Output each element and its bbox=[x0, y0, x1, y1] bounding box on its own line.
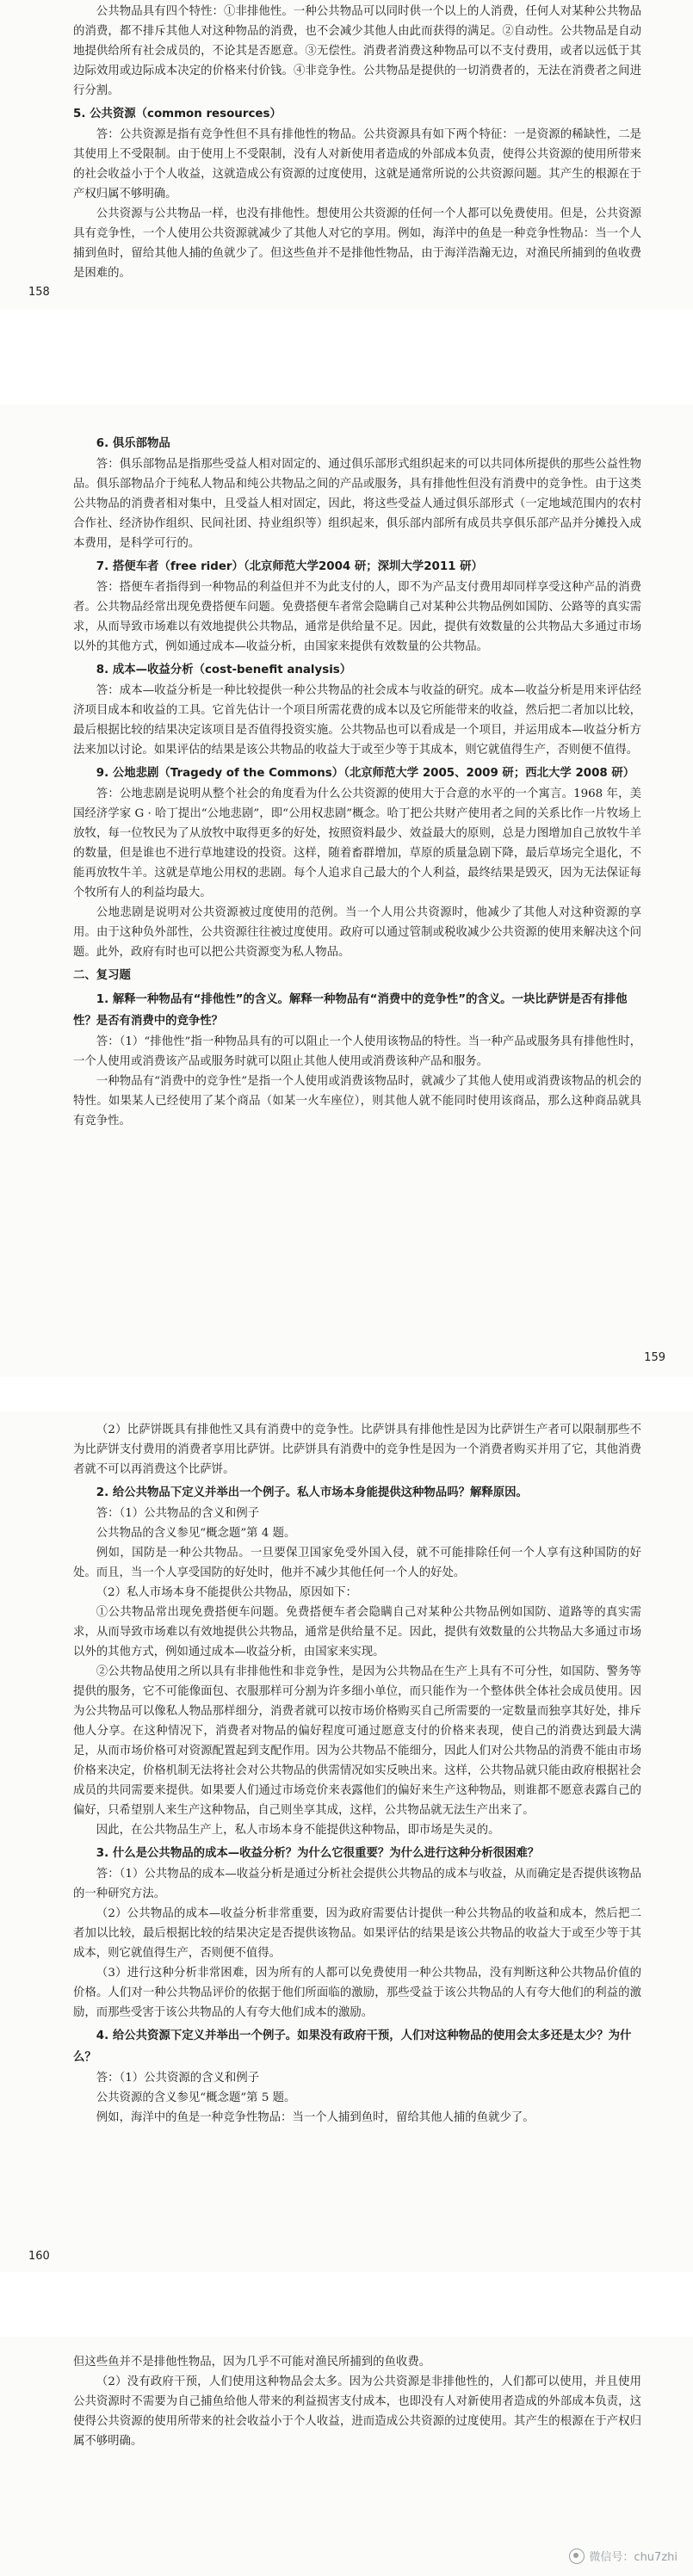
paragraph: 答：（1）公共物品的成本—收益分析是通过分析社会提供公共物品的成本与收益，从而确定是否提供该物品的一种研究方法。 bbox=[73, 1868, 641, 1900]
paragraph: 例如，海洋中的鱼是一种竞争性物品：当一个人捕到鱼时，留给其他人捕的鱼就少了。 bbox=[96, 2111, 535, 2124]
review-question-4: 4. 给公共资源下定义并举出一个例子。如果没有政府干预，人们对这种物品的使用会太多还是太少？为什么？ bbox=[73, 2029, 632, 2064]
page-158-content bbox=[73, 2, 641, 283]
book-page-158 bbox=[0, 0, 693, 310]
concept-heading-8: 8. 成本—收益分析（cost-benefit analysis） bbox=[96, 664, 352, 676]
paragraph: 答：（1）公共资源的含义和例子 bbox=[96, 2072, 260, 2085]
concept-heading-5: 5. 公共资源（common resources） bbox=[73, 108, 282, 120]
page-number: 159 bbox=[644, 1351, 665, 1364]
book-page-161-partial bbox=[0, 2337, 693, 2576]
page-160-content bbox=[73, 1420, 641, 2128]
paragraph: 因此，在公共物品生产上，私人市场本身不能提供这种物品，即市场是失灵的。 bbox=[96, 1824, 500, 1837]
paragraph: 答：公地悲剧是说明从整个社会的角度看为什么公共资源的使用大于合意的水平的一个寓言。1968 年，美国经济学家 G · 哈丁提出“公地悲剧”，即“公用权悲剧”概念。哈丁把公共财产使用者之间的关系比作一片牧场上放牧，每一位牧民为了从放牧中取得更多的好处，按照资料最少、效益最大的原则，总是力图增加自己放牧牛羊的数量，但是谁也不进行草地建设的投资。这样，随着畜群增加，草原的质量急剧下降，最后草场完全退化，不能再放牧牛羊。这就是草地公用权的悲剧。每个人追求自己最大的个人利益，最终结果是毁灭，因为无法保证每个牧所有人的利益均最大。 bbox=[73, 788, 641, 899]
paragraph: 公共物品的含义参见“概念题”第 4 题。 bbox=[96, 1527, 296, 1540]
paragraph: 答：俱乐部物品是指那些受益人相对固定的、通过俱乐部形式组织起来的可以共同体所提供的那些公益性物品。俱乐部物品介于纯私人物品和纯公共物品之间的产品或服务，具有排他性但没有消费中的竞争性。由于这类公共物品的消费者相对集中，且受益人相对固定，因此，将这些受益人通过俱乐部形式（一定地域范围内的农村合作社、经济协作组织、民间社团、持业组织等）组织起来，俱乐部内部所有成员共享俱乐部产品并分摊投入成本费用，是科学可行的。 bbox=[73, 458, 641, 550]
wechat-icon bbox=[569, 2548, 585, 2564]
wechat-watermark bbox=[569, 2548, 678, 2564]
paragraph: 公共资源的含义参见“概念题”第 5 题。 bbox=[96, 2091, 296, 2104]
paragraph: ①公共物品常出现免费搭便车问题。免费搭便车者会隐瞒自己对某种公共物品例如国防、道路等的真实需求，从而导致市场难以有效地提供公共物品，通常是供给量不足。因此，提供有效数量的公共物品大多通过市场以外的其他方式，例如通过成本—收益分析，由国家来实现。 bbox=[73, 1606, 641, 1659]
section-heading-review: 二、复习题 bbox=[73, 969, 131, 982]
review-question-1: 1. 解释一种物品有“排他性”的含义。解释一种物品有“消费中的竞争性”的含义。一块比萨饼是否有排他性？是否有消费中的竞争性？ bbox=[73, 993, 628, 1028]
paragraph: 例如，国防是一种公共物品。一旦要保卫国家免受外国入侵，就不可能排除任何一个人享有这种国防的好处。而且，当一个人享受国防的好处时，他并不减少其他任何一个人的好处。 bbox=[73, 1547, 641, 1579]
book-page-159 bbox=[0, 405, 693, 1377]
paragraph: 答：公共资源是指有竞争性但不具有排他性的物品。公共资源具有如下两个特征：一是资源的稀缺性，二是其使用上不受限制。由于使用上不受限制，没有人对新使用者造成的外部成本负责，使得公共资源的使用所带来的社会收益小于个人收益，这就造成公有资源的过度使用，这就是通常所说的公共资源问题。其产生的根源在于产权归属不够明确。 bbox=[73, 128, 641, 201]
watermark-text: 微信号：chu7zhi bbox=[589, 2551, 678, 2564]
paragraph: （2）公共物品的成本—收益分析非常重要，因为政府需要估计提供一种公共物品的收益和成本，然后把二者加以比较，最后根据比较的结果决定是否提供该物品。如果评估的结果是该公共物品的收益大于或至少等于其成本，则它就值得生产，否则便不值得。 bbox=[73, 1907, 641, 1960]
concept-heading-9: 9. 公地悲剧（Tragedy of the Commons）（北京师范大学 2005、2009 研；西北大学 2008 研） bbox=[96, 767, 635, 780]
page-number: 160 bbox=[28, 2250, 50, 2263]
book-page-160 bbox=[0, 1412, 693, 2272]
review-question-2: 2. 给公共物品下定义并举出一个例子。私人市场本身能提供这种物品吗？解释原因。 bbox=[96, 1486, 528, 1499]
page-161-content bbox=[73, 2352, 641, 2451]
paragraph: （2）比萨饼既具有排他性又具有消费中的竞争性。比萨饼具有排他性是因为比萨饼生产者可以限制那些不为比萨饼支付费用的消费者享用比萨饼。比萨饼具有消费中的竞争性是因为一个消费者购买并用了它，其他消费者就不可以再消费这个比萨饼。 bbox=[73, 1424, 641, 1476]
paragraph: 一种物品有“消费中的竞争性”是指一个人使用或消费该物品时，就减少了其他人使用或消费该物品的机会的特性。如果某人已经使用了某个商品（如某一火车座位），则其他人就不能同时使用该商品，那么这种商品就具有竞争性。 bbox=[73, 1075, 641, 1127]
page-number: 158 bbox=[28, 286, 50, 299]
paragraph: 答：搭便车者指得到一种物品的利益但并不为此支付的人，即不为产品支付费用却同样享受这种产品的消费者。公共物品经常出现免费搭便车问题。免费搭便车者常会隐瞒自己对某种公共物品例如国防、公路等的真实需求，从而导致市场难以有效地提供公共物品，通常是供给量不足。因此，提供有效数量的公共物品大多通过市场以外的其他方式，例如通过成本—收益分析，由国家来提供有效数量的公共物品。 bbox=[73, 581, 641, 653]
paragraph: 答：（1）公共物品的含义和例子 bbox=[96, 1507, 260, 1520]
paragraph: （2）没有政府干预，人们使用这种物品会太多。因为公共资源是非排他性的，人们都可以使用，并且使用公共资源时不需要为自己捕鱼给他人带来的利益损害支付成本，也即没有人对新使用者造成的外部成本负责，这使得公共资源的使用所带来的社会收益小于个人收益，进而造成公共资源的过度使用。其产生的根源在于产权归属不够明确。 bbox=[73, 2375, 641, 2448]
concept-heading-7: 7. 搭便车者（free rider）（北京师范大学2004 研；深圳大学2011 研） bbox=[96, 560, 483, 573]
paragraph: （3）进行这种分析非常困难，因为所有的人都可以免费使用一种公共物品，没有判断这种公共物品价值的价格。人们对一种公共物品评价的依据于他们所面临的激励，那些受益于该公共物品的人有夸大他们的利益的激励，而那些受害于该公共物品的人有夸大他们成本的激励。 bbox=[73, 1967, 641, 2019]
paragraph: ②公共物品使用之所以具有非排他性和非竞争性，是因为公共物品在生产上具有不可分性，如国防、警务等提供的服务，它不可能像面包、衣服那样可分割为许多细小单位，而只能作为一个整体供全体社会成员使用。因为公共物品可以像私人物品那样细分，消费者就可以按市场价格购买自己所需要的一定数量而独享其好处，排斥他人分享。在这种情况下，消费者对物品的偏好程度可通过愿意支付的价格来表现，使自己的消费达到最大满足，从而市场价格可对资源配置起到支配作用。因为公共物品不能细分，因此人们对公共物品的消费不能由市场价格来决定，价格机制无法将社会对公共物品的供需情况如实反映出来。这样，公共物品就只能由政府根据社会成员的共同需要来提供。如果要人们通过市场竞价来表露他们的偏好来生产这种物品，则谁都不愿意表露自己的偏好，只希望别人来生产这种物品，自己则坐享其成，这样，公共物品就无法生产出来了。 bbox=[73, 1665, 641, 1817]
paragraph: 公共物品具有四个特性：①非排他性。一种公共物品可以同时供一个以上的人消费，任何人对某种公共物品的消费，都不排斥其他人对这种物品的消费，也不会减少其他人由此而获得的满足。②自动性。公共物品是自动地提供给所有社会成员的，不论其是否愿意。③无偿性。消费者消费这种物品可以不支付费用，或者以远低于其边际效用或边际成本决定的价格来付价钱。④非竞争性。公共物品是提供的一切消费者的，无法在消费者之间进行分割。 bbox=[73, 5, 641, 97]
page-159-content bbox=[73, 430, 641, 1131]
paragraph: 公共资源与公共物品一样，也没有排他性。想使用公共资源的任何一个人都可以免费使用。但是，公共资源具有竞争性，一个人使用公共资源就减少了其他人对它的享用。例如，海洋中的鱼是一种竞争性物品：当一个人捕到鱼时，留给其他人捕的鱼就少了。但这些鱼并不是排他性物品，由于海洋浩瀚无边，对渔民所捕到的鱼收费是困难的。 bbox=[73, 207, 641, 280]
paragraph: 答：（1）“排他性”指一种物品具有的可以阻止一个人使用该物品的特性。当一种产品或服务具有排他性时，一个人使用或消费该产品或服务时就可以阻止其他人使用或消费该种产品和服务。 bbox=[73, 1035, 641, 1068]
paragraph: 但这些鱼并不是排他性物品，因为几乎不可能对渔民所捕到的鱼收费。 bbox=[73, 2356, 431, 2369]
paragraph: 答：成本—收益分析是一种比较提供一种公共物品的社会成本与收益的研究。成本—收益分析是用来评估经济项目成本和收益的工具。它首先估计一个项目所需花费的成本以及它所能带来的收益，然后把二者加以比较，最后根据比较的结果决定该项目是否值得投资实施。公共物品也可以看成是一个项目，并运用成本—收益分析方法来加以讨论。如果评估的结果是该公共物品的收益大于或至少等于其成本，则它就值得生产，否则便不值得。 bbox=[73, 684, 641, 757]
paragraph: 公地悲剧是说明对公共资源被过度使用的范例。当一个人用公共资源时，他减少了其他人对这种资源的享用。由于这种负外部性，公共资源往往被过度使用。政府可以通过管制或税收减少公共资源的使用来解决这个问题。此外，政府有时也可以把公共资源变为私人物品。 bbox=[73, 906, 641, 959]
concept-heading-6: 6. 俱乐部物品 bbox=[96, 437, 170, 450]
paragraph: （2）私人市场本身不能提供公共物品，原因如下： bbox=[96, 1586, 357, 1599]
review-question-3: 3. 什么是公共物品的成本—收益分析？为什么它很重要？为什么进行这种分析很困难？ bbox=[96, 1847, 540, 1860]
